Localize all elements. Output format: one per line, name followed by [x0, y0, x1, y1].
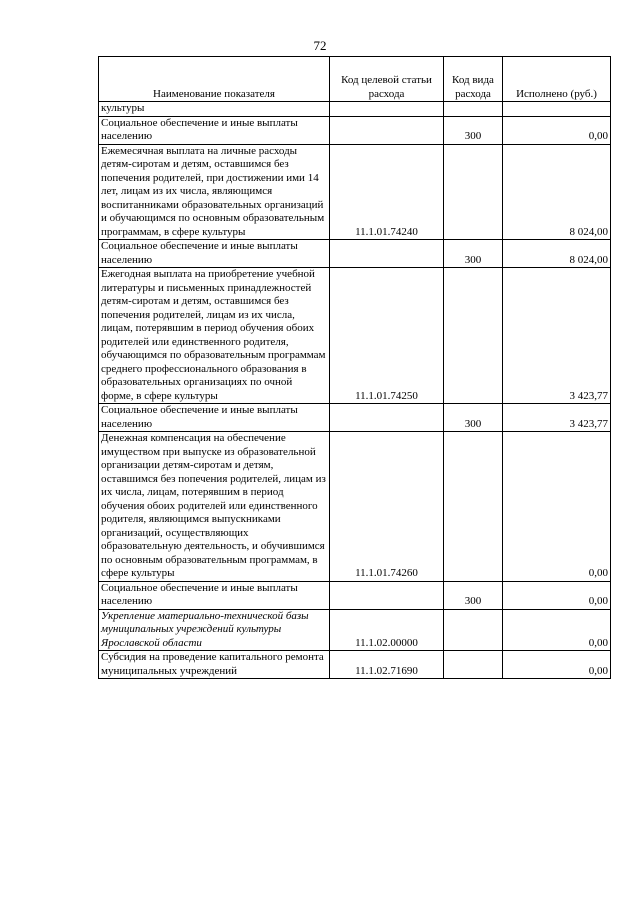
table-row	[99, 581, 611, 609]
row-code-cell: 11.1.01.74260	[330, 432, 444, 582]
page-number: 72	[313, 38, 327, 53]
row-amount-cell: 0,00	[503, 581, 611, 609]
header-amount: Исполнено (руб.)	[503, 57, 611, 102]
row-code-cell: 11.1.01.74250	[330, 268, 444, 404]
table-body	[99, 102, 611, 679]
row-code-cell	[330, 116, 444, 144]
row-amount-cell: 0,00	[503, 116, 611, 144]
row-code-cell: 11.1.02.71690	[330, 651, 444, 679]
row-type-cell: 300	[444, 404, 503, 432]
row-type-cell	[444, 268, 503, 404]
row-type-cell: 300	[444, 116, 503, 144]
row-type-cell	[444, 432, 503, 582]
row-name-cell: Ежегодная выплата на приобретение учебной литературы и письменных принадлежностей детям-сиротам и детям, оставшимся без попечения родителей, лицам из их числа, лицам, потерявшим в период обучения обоих родителей или единственного родителя, обучающимся по образовательным программам среднего профессионального образования в образовательных организациях по очной форме, в сфере культуры	[99, 268, 330, 404]
row-type-cell	[444, 609, 503, 651]
row-amount-cell: 0,00	[503, 609, 611, 651]
table-row	[99, 609, 611, 651]
table-row	[99, 651, 611, 679]
row-name-cell: Социальное обеспечение и иные выплаты населению	[99, 404, 330, 432]
row-name-cell: Социальное обеспечение и иные выплаты населению	[99, 240, 330, 268]
row-amount-cell: 0,00	[503, 651, 611, 679]
row-amount-cell: 3 423,77	[503, 268, 611, 404]
row-amount-cell	[503, 102, 611, 117]
row-name-cell: Субсидия на проведение капитального ремонта муниципальных учреждений	[99, 651, 330, 679]
row-type-cell	[444, 651, 503, 679]
header-name: Наименование показателя	[99, 57, 330, 102]
table-row	[99, 268, 611, 404]
row-code-cell	[330, 404, 444, 432]
table-row	[99, 102, 611, 117]
row-code-cell	[330, 240, 444, 268]
table-row	[99, 432, 611, 582]
row-name-cell: Социальное обеспечение и иные выплаты населению	[99, 116, 330, 144]
row-type-cell: 300	[444, 581, 503, 609]
row-name-cell: Денежная компенсация на обеспечение имуществом при выпуске из образовательной организации детям-сиротам и детям, оставшимся без попечения родителей, лицам из их числа, лицам, потерявшим в период обучения обоих родителей или единственного родителя, являющимся выпускниками организаций, осуществляющих образовательную деятельность, и обучившимся по основным образовательным программам, в сфере культуры	[99, 432, 330, 582]
table-row	[99, 116, 611, 144]
table-row	[99, 404, 611, 432]
row-code-cell: 11.1.01.74240	[330, 144, 444, 240]
table-row	[99, 240, 611, 268]
header-code: Код целевой статьи расхода	[330, 57, 444, 102]
row-code-cell	[330, 581, 444, 609]
table-header-row	[99, 57, 611, 102]
row-type-cell: 300	[444, 240, 503, 268]
row-code-cell	[330, 102, 444, 117]
row-code-cell: 11.1.02.00000	[330, 609, 444, 651]
row-type-cell	[444, 144, 503, 240]
row-amount-cell: 8 024,00	[503, 240, 611, 268]
row-amount-cell: 8 024,00	[503, 144, 611, 240]
expenditure-table	[98, 56, 611, 679]
row-name-cell: Социальное обеспечение и иные выплаты населению	[99, 581, 330, 609]
row-name-cell: культуры	[99, 102, 330, 117]
row-amount-cell: 0,00	[503, 432, 611, 582]
row-type-cell	[444, 102, 503, 117]
table-row	[99, 144, 611, 240]
row-amount-cell: 3 423,77	[503, 404, 611, 432]
row-name-cell: Укрепление материально-технической базы муниципальных учреждений культуры Ярославской области	[99, 609, 330, 651]
header-type: Код вида расхода	[444, 57, 503, 102]
row-name-cell: Ежемесячная выплата на личные расходы детям-сиротам и детям, оставшимся без попечения родителей, при достижении ими 14 лет, лицам из их числа, являющимся воспитанниками образовательных организаций и обучающимся по основным образовательным программам, в сфере культуры	[99, 144, 330, 240]
